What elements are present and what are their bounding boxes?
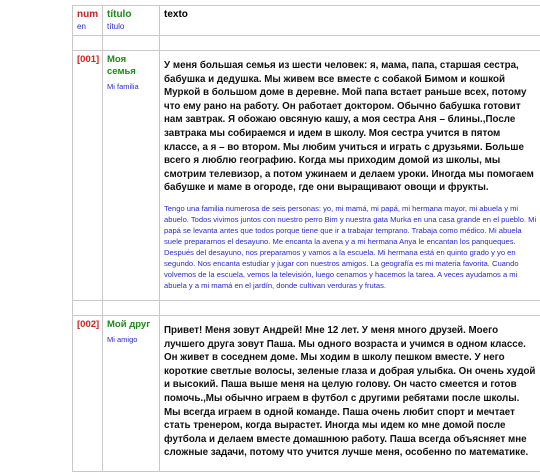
header-text-cell [160,6,540,36]
header-num-sub: en [77,21,98,32]
row-text-ru: У меня большая семья из шести человек: я, мама, папа, старшая сестра, бабушка и дедушка. Мы живем все вместе с собакой Бимом и кошкой Муркой в большом доме в деревне. Мой папа встает раньше всех, потому что ему рано на работу. Он работает доктором. Обычно бабушка готовит нам завтрак. Я обожаю овсяную кашу, а моя сестра Аня – блины.,После завтрака мы собираемся и идем в школу. Моя сестра учится в пятом классе, а я – во втором. Мы любим учиться и играть с друзьями. Больше всего я люблю географию. Когда мы приходим домой из школы, мы смотрим телевизор, а потом ужинаем и делаем уроки. Иногда мы помогаем бабушке и маме в огороде, где они выращивают овощи и фрукты. [164,59,538,195]
row-title-es: Mi familia [107,82,155,91]
header-num-cell [73,6,103,36]
row-number: [002] [73,315,103,471]
row-title-ru: Моя семья [107,54,155,78]
spacer-row [73,300,540,315]
header-title-sub: título [107,21,155,32]
row-title-ru: Мой друг [107,319,155,331]
header-num: num [77,9,98,21]
spacer-row [73,36,540,51]
table-header-row [73,6,540,36]
row-text-cell [160,315,540,471]
bilingual-text-table [72,5,540,472]
header-title: título [107,9,155,21]
row-number: [001] [73,51,103,301]
header-text: texto [164,9,538,21]
row-text-cell [160,51,540,301]
row-text-es: Tengo una familia numerosa de seis personas: yo, mi mamá, mi papá, mi hermana mayor, mi abuela y mi abuelo. Todos vivimos juntos con nuestro perro Bim y nuestra gata Murka en una casa grande en el pueblo. Mi papá se levanta antes que todos porque tiene que ir a trabajar temprano. Trabaja como médico. Mi abuela suele prepararnos el desayuno. Me encanta la avena y a mi hermana Anya le encantan los panqueques. Después del desayuno, nos preparamos y vamos a la escuela. Mi hermana está en quinto grado y yo en segundo. Nos encanta estudiar y jugar con nuestros amigos. La geografía es mi materia favorita. Cuando volvemos de la escuela, vemos la televisión, luego cenamos y hacemos la tarea. A veces ayudamos a mi abuela y a mi mamá en el jardín, donde cultivan verduras y frutas. [164,203,538,291]
header-title-cell [103,6,160,36]
row-text-ru: Привет! Меня зовут Андрей! Мне 12 лет. У меня много друзей. Моего лучшего друга зовут Паша. Мы одного возраста и учимся в одном классе. Он живет в соседнем доме. Мы ходим в школу пешком вместе. У него короткие светлые волосы, зеленые глаза и добрая улыбка. Он очень худой и высокий. Паша выше меня на целую голову. Он часто смеется и готов помочь.,Мы обычно играем в футбол с другими ребятами после школы. Мы всегда играем в одной команде. Паша очень любит спорт и мечтает стать тренером, когда вырастет. Иногда мы идем ко мне домой после футбола и делаем вместе домашнюю работу. Паша всегда объясняет мне сложные задачи, потому что учится лучше меня, особенно по математике. [164,324,538,460]
table-row [73,51,540,301]
row-title-cell [103,315,160,471]
table-row [73,315,540,471]
row-title-cell [103,51,160,301]
row-title-es: Mi amigo [107,335,155,344]
